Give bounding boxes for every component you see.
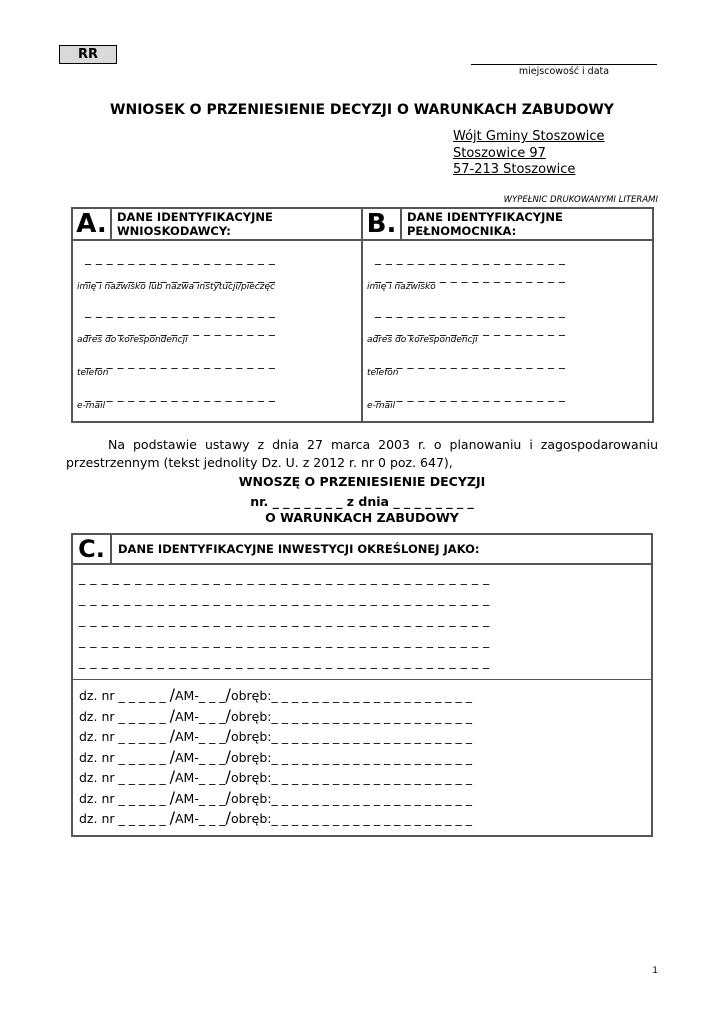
proxy-email-field[interactable]: _ _ _ _ _ _ _ _ _ _ _ _ _ _ _ _ _ _ bbox=[375, 388, 566, 402]
section-a-header bbox=[73, 209, 361, 241]
applicant-email-field[interactable]: _ _ _ _ _ _ _ _ _ _ _ _ _ _ _ _ _ _ bbox=[85, 388, 276, 402]
proxy-address-label: adres do korespondencji bbox=[367, 335, 478, 345]
page-number: 1 bbox=[652, 966, 658, 976]
section-c-header bbox=[73, 535, 651, 565]
page-title: WNIOSEK O PRZENIESIENIE DECYZJI O WARUNKACH ZABUDOWY bbox=[110, 102, 614, 118]
investment-description-line[interactable]: _ _ _ _ _ _ _ _ _ _ _ _ _ _ _ _ _ _ _ _ _ _ _ _ _ _ _ _ _ _ _ _ _ _ _ _ _ bbox=[79, 612, 490, 627]
parcel-row[interactable]: dz. nr _ _ _ _ _ /AM-_ _ _/obręb:_ _ _ _ _ _ _ _ _ _ _ _ _ _ _ _ _ _ _ _ bbox=[79, 706, 472, 725]
date-line[interactable] bbox=[471, 64, 657, 65]
proxy-phone-field[interactable]: _ _ _ _ _ _ _ _ _ _ _ _ _ _ _ _ _ _ bbox=[375, 355, 566, 369]
parcel-row[interactable]: dz. nr _ _ _ _ _ /AM-_ _ _/obręb:_ _ _ _ _ _ _ _ _ _ _ _ _ _ _ _ _ _ _ _ bbox=[79, 747, 472, 766]
proxy-name-label: imię i nazwisko bbox=[367, 282, 436, 292]
applicant-email-label: e-mail bbox=[77, 401, 106, 411]
recipient-line-2: Stoszowice 97 bbox=[453, 146, 546, 161]
investment-section bbox=[71, 533, 653, 837]
applicant-name-label: imię i nazwisko lub nazwa instytucji/pieczęć bbox=[77, 282, 275, 292]
form-code: RR bbox=[59, 45, 117, 64]
applicant-phone-label: telefon bbox=[77, 368, 109, 378]
section-c-separator bbox=[73, 679, 651, 680]
applicant-address-field-2[interactable]: _ _ _ _ _ _ _ _ _ _ _ _ _ _ _ _ _ _ bbox=[85, 322, 276, 336]
proxy-address-field-1[interactable]: _ _ _ _ _ _ _ _ _ _ _ _ _ _ _ _ _ _ bbox=[375, 304, 566, 318]
applicant-address-label: adres do korespondencji bbox=[77, 335, 188, 345]
section-b-title: DANE IDENTYFIKACYJNE PEŁNOMOCNIKA: bbox=[407, 210, 563, 238]
proxy-address-field-2[interactable]: _ _ _ _ _ _ _ _ _ _ _ _ _ _ _ _ _ _ bbox=[375, 322, 566, 336]
section-c-letter: C. bbox=[73, 535, 112, 563]
investment-description-line[interactable]: _ _ _ _ _ _ _ _ _ _ _ _ _ _ _ _ _ _ _ _ _ _ _ _ _ _ _ _ _ _ _ _ _ _ _ _ _ bbox=[79, 654, 490, 669]
fill-hint: WYPEŁNIC DRUKOWANYMI LITERAMI bbox=[503, 195, 658, 205]
investment-description-line[interactable]: _ _ _ _ _ _ _ _ _ _ _ _ _ _ _ _ _ _ _ _ _ _ _ _ _ _ _ _ _ _ _ _ _ _ _ _ _ bbox=[79, 591, 490, 606]
investment-description-line[interactable]: _ _ _ _ _ _ _ _ _ _ _ _ _ _ _ _ _ _ _ _ _ _ _ _ _ _ _ _ _ _ _ _ _ _ _ _ _ bbox=[79, 633, 490, 648]
section-c-title: DANE IDENTYFIKACYJNE INWESTYCJI OKREŚLONEJ JAKO: bbox=[118, 542, 480, 556]
parcel-row[interactable]: dz. nr _ _ _ _ _ /AM-_ _ _/obręb:_ _ _ _ _ _ _ _ _ _ _ _ _ _ _ _ _ _ _ _ bbox=[79, 808, 472, 827]
section-a-letter: A. bbox=[73, 209, 112, 239]
request-line-1: WNOSZĘ O PRZENIESIENIE DECYZJI bbox=[238, 474, 486, 489]
recipient-line-1: Wójt Gminy Stoszowice bbox=[453, 129, 605, 144]
proxy-email-label: e-mail bbox=[367, 401, 396, 411]
section-b-header bbox=[363, 209, 652, 241]
applicant-name-field-1[interactable]: _ _ _ _ _ _ _ _ _ _ _ _ _ _ _ _ _ _ bbox=[85, 251, 276, 265]
date-label: miejscowość i data bbox=[518, 66, 610, 77]
proxy-name-field-1[interactable]: _ _ _ _ _ _ _ _ _ _ _ _ _ _ _ _ _ _ bbox=[375, 251, 566, 265]
parcel-row[interactable]: dz. nr _ _ _ _ _ /AM-_ _ _/obręb:_ _ _ _ _ _ _ _ _ _ _ _ _ _ _ _ _ _ _ _ bbox=[79, 767, 472, 786]
recipient-line-3: 57-213 Stoszowice bbox=[453, 162, 576, 177]
section-b-letter: B. bbox=[363, 209, 402, 239]
applicant-name-field-2[interactable]: _ _ _ _ _ _ _ _ _ _ _ _ _ _ _ _ _ _ bbox=[85, 269, 276, 283]
applicant-sections bbox=[71, 207, 654, 423]
applicant-address-field-1[interactable]: _ _ _ _ _ _ _ _ _ _ _ _ _ _ _ _ _ _ bbox=[85, 304, 276, 318]
legal-basis-paragraph: Na podstawie ustawy z dnia 27 marca 2003 r. o planowaniu i zagospodarowaniu przestrzennym (tekst jednolity Dz. U. z 2012 r. nr 0 poz. 647), bbox=[66, 437, 658, 470]
proxy-name-field-2[interactable]: _ _ _ _ _ _ _ _ _ _ _ _ _ _ _ _ _ _ bbox=[375, 269, 566, 283]
section-a-title: DANE IDENTYFIKACYJNE WNIOSKODAWCY: bbox=[117, 210, 273, 238]
investment-description-line[interactable]: _ _ _ _ _ _ _ _ _ _ _ _ _ _ _ _ _ _ _ _ _ _ _ _ _ _ _ _ _ _ _ _ _ _ _ _ _ bbox=[79, 570, 490, 585]
proxy-phone-label: telefon bbox=[367, 368, 399, 378]
request-line-3: O WARUNKACH ZABUDOWY bbox=[265, 510, 459, 525]
request-line-2[interactable]: nr. _ _ _ _ _ _ _ z dnia _ _ _ _ _ _ _ _ bbox=[250, 494, 474, 509]
parcel-row[interactable]: dz. nr _ _ _ _ _ /AM-_ _ _/obręb:_ _ _ _ _ _ _ _ _ _ _ _ _ _ _ _ _ _ _ _ bbox=[79, 726, 472, 745]
parcel-row[interactable]: dz. nr _ _ _ _ _ /AM-_ _ _/obręb:_ _ _ _ _ _ _ _ _ _ _ _ _ _ _ _ _ _ _ _ bbox=[79, 788, 472, 807]
parcel-row[interactable]: dz. nr _ _ _ _ _ /AM-_ _ _/obręb:_ _ _ _ _ _ _ _ _ _ _ _ _ _ _ _ _ _ _ _ bbox=[79, 685, 472, 704]
applicant-phone-field[interactable]: _ _ _ _ _ _ _ _ _ _ _ _ _ _ _ _ _ _ bbox=[85, 355, 276, 369]
